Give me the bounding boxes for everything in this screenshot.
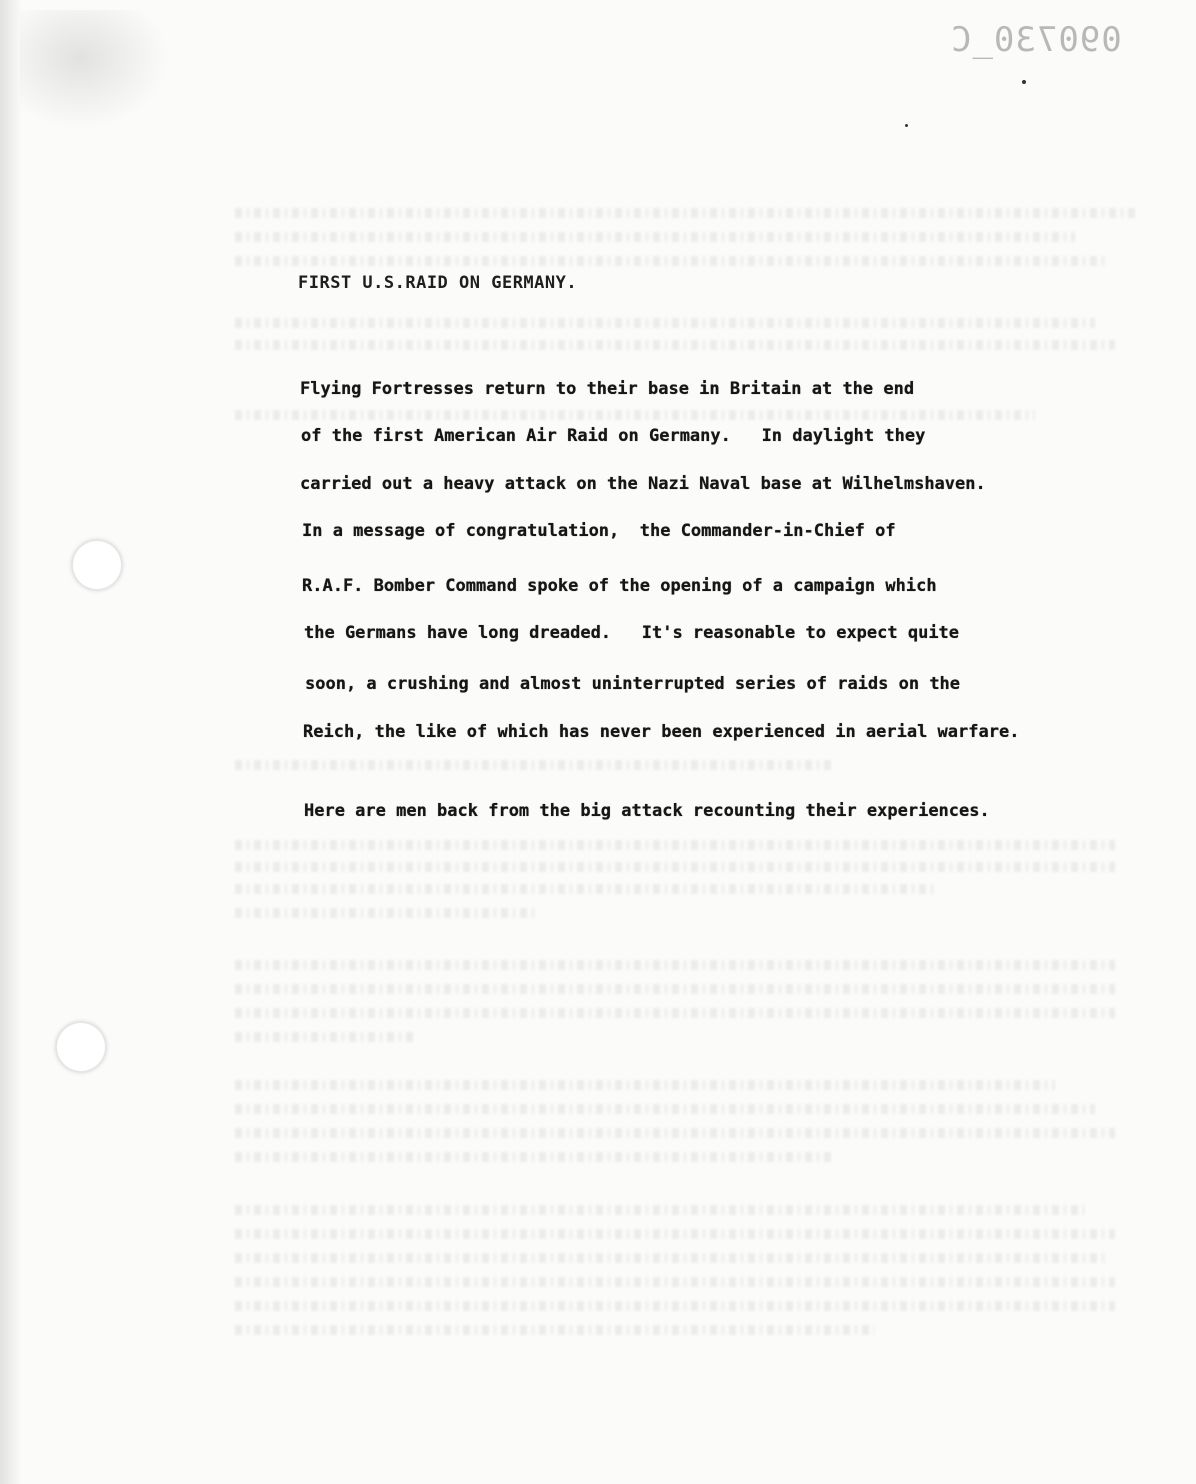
bleed-through-line [235,1301,1115,1311]
bleed-through-line [235,410,1035,420]
bleed-through-line [235,1152,835,1162]
bleed-through-line [235,862,1115,872]
bleed-through-line [235,1008,1115,1018]
bleed-through-line [235,984,1115,994]
bleed-through-line [235,1277,1115,1287]
corner-smudge [20,10,170,130]
body-line: soon, a crushing and almost uninterrupted series of raids on the [305,674,961,694]
body-line: of the first American Air Raid on Germany. In daylight they [301,426,926,446]
bleed-through-line [235,908,535,918]
punch-hole [56,1022,106,1072]
bleed-through-line [235,340,1115,350]
bleed-through-line [235,1253,1105,1263]
body-line: R.A.F. Bomber Command spoke of the opening of a campaign which [302,576,937,596]
body-line: carried out a heavy attack on the Nazi Naval base at Wilhelmshaven. [300,474,986,494]
bleed-through-line [235,256,1105,266]
bleed-through-line [235,1104,1095,1114]
ink-speck [905,124,908,127]
body-line: the Germans have long dreaded. It's reasonable to expect quite [304,623,960,643]
bleed-through-line [235,1229,1115,1239]
bleed-through-line [235,232,1075,242]
bleed-through-line [235,840,1115,850]
bleed-through-line [235,960,1115,970]
bleed-through-line [235,208,1135,218]
document-title: FIRST U.S.RAID ON GERMANY. [298,273,578,293]
bleed-through-line [235,1205,1085,1215]
ink-speck [1022,80,1026,84]
page-edge-shadow [0,0,22,1484]
bleed-through-line [235,318,1095,328]
bleed-through-line [235,884,935,894]
body-line: In a message of congratulation, the Commander-in-Chief of [302,521,896,541]
body-line: Reich, the like of which has never been experienced in aerial warfare. [303,722,1020,742]
bleed-through-line [235,1325,875,1335]
punch-hole [72,540,122,590]
bleed-through-line [235,1080,1055,1090]
bleed-through-line [235,760,835,770]
bleed-through-line [235,1032,415,1042]
catalog-number: 090730_C [950,20,1122,60]
bleed-through-line [235,1128,1115,1138]
closing-line: Here are men back from the big attack recounting their experiences. [304,801,990,821]
body-line: Flying Fortresses return to their base in Britain at the end [300,379,915,399]
